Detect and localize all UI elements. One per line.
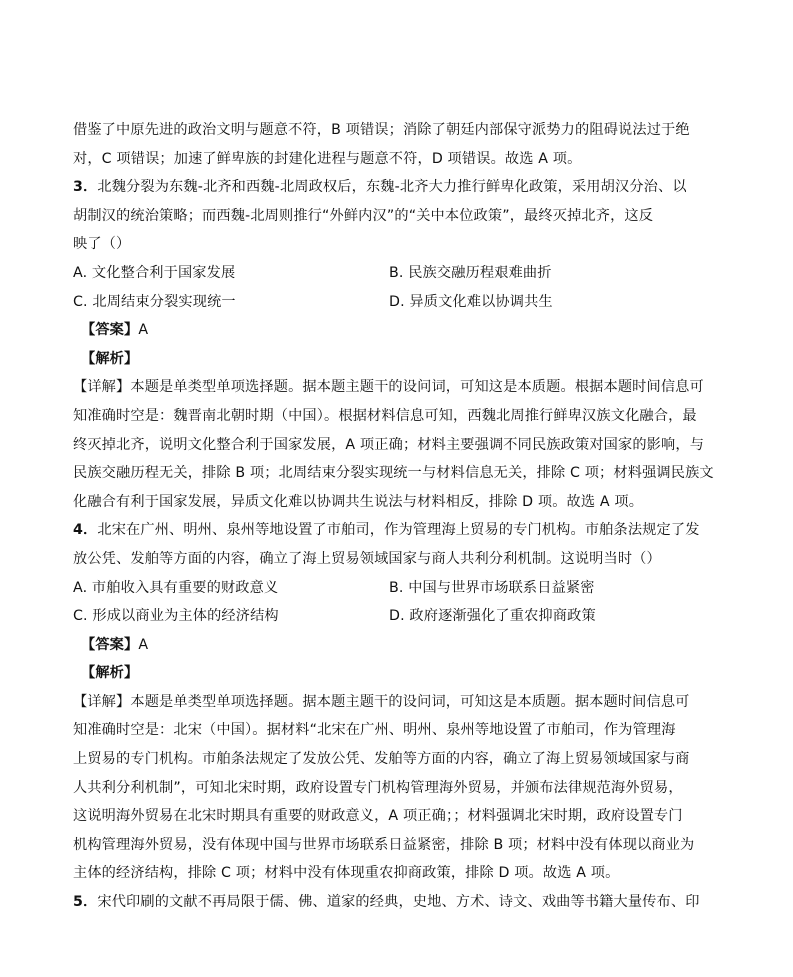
question-text: 北魏分裂为东魏-北齐和西魏-北周政权后，东魏-北齐大力推行鲜卑化政策，采用胡汉分治、以 xyxy=(97,179,687,196)
question-4-options-row xyxy=(73,602,713,631)
question-4-stem: 放公凭、发舶等方面的内容，确立了海上贸易领域国家与商人共利分利机制。这说明当时（） xyxy=(73,550,661,567)
option-d: D. 政府逐渐强化了重农抑商政策 xyxy=(389,608,596,625)
answer-tag: 【答案】 xyxy=(81,322,139,339)
answer-line xyxy=(73,631,713,660)
option-a: A. 文化整合利于国家发展 xyxy=(73,264,236,281)
explanation-line: 上贸易的专门机构。市舶条法规定了发放公凭、发舶等方面的内容，确立了海上贸易领域国家与商 xyxy=(73,751,690,768)
explanation-line: 民族交融历程无关，排除 B 项；北周结束分裂实现统一与材料信息无关，排除 C 项；材料强调民族文 xyxy=(73,465,714,482)
question-text: 北宋在广州、明州、泉州等地设置了市舶司，作为管理海上贸易的专门机构。市舶条法规定了发 xyxy=(97,522,700,539)
question-3-options-row xyxy=(73,288,713,317)
document-page xyxy=(73,116,713,917)
answer-line xyxy=(73,316,713,345)
option-c: C. 形成以商业为主体的经济结构 xyxy=(73,608,279,625)
answer-tag: 【答案】 xyxy=(81,636,139,653)
question-3-stem xyxy=(73,173,713,202)
option-c: C. 北周结束分裂实现统一 xyxy=(73,293,236,310)
explanation-line: 主体的经济结构，排除 C 项；材料中没有体现重农抑商政策，排除 D 项。故选 A 项。 xyxy=(73,865,620,882)
analysis-tag: 【解析】 xyxy=(81,665,139,682)
question-3-stem: 映了（） xyxy=(73,236,131,253)
answer-value: A xyxy=(138,322,149,339)
explanation-line: 【详解】本题是单类型单项选择题。据本题主题干的设问词，可知这是本质题。据本题时间信息可 xyxy=(73,693,690,710)
explanation-line: 知准确时空是：北宋（中国）。据材料“北宋在广州、明州、泉州等地设置了市舶司，作为管理海 xyxy=(73,722,676,739)
answer-value: A xyxy=(138,636,149,653)
question-text: 宋代印刷的文献不再局限于儒、佛、道家的经典，史地、方术、诗文、戏曲等书籍大量传布、印 xyxy=(97,894,700,911)
option-a: A. 市舶收入具有重要的财政意义 xyxy=(73,579,279,596)
explanation-line: 这说明海外贸易在北宋时期具有重要的财政意义，A 项正确；；材料强调北宋时期，政府设置专门 xyxy=(73,808,683,825)
option-b: B. 中国与世界市场联系日益紧密 xyxy=(389,579,595,596)
explanation-line: 人共利分利机制”，可知北宋时期，政府设置专门机构管理海外贸易，并颁布法律规范海外贸易， xyxy=(73,779,683,796)
option-b: B. 民族交融历程艰难曲折 xyxy=(389,264,552,281)
question-3-options-row xyxy=(73,259,713,288)
question-number: 4． xyxy=(73,522,98,539)
question-4-options-row xyxy=(73,574,713,603)
explanation-line: 机构管理海外贸易，没有体现中国与世界市场联系日益紧密，排除 B 项；材料中没有体现以商业为 xyxy=(73,836,695,853)
explanation-line: 知准确时空是：魏晋南北朝时期（中国）。根据材料信息可知，西魏北周推行鲜卑汉族文化融合，最 xyxy=(73,407,697,424)
question-number: 3． xyxy=(73,179,98,196)
analysis-tag: 【解析】 xyxy=(81,350,139,367)
question-number: 5． xyxy=(73,894,98,911)
explanation-line: 终灭掉北齐，说明文化整合利于国家发展，A 项正确；材料主要强调不同民族政策对国家的影响，与 xyxy=(73,436,705,453)
text-line: 对，C 项错误；加速了鲜卑族的封建化进程与题意不符，D 项错误。故选 A 项。 xyxy=(73,150,582,167)
question-5-stem xyxy=(73,888,713,917)
explanation-line: 【详解】本题是单类型单项选择题。据本题主题干的设问词，可知这是本质题。根据本题时间信息可 xyxy=(73,379,704,396)
text-line: 借鉴了中原先进的政治文明与题意不符，B 项错误；消除了朝廷内部保守派势力的阻碍说法过于绝 xyxy=(73,122,690,138)
question-4-stem xyxy=(73,516,713,545)
option-d: D. 异质文化难以协调共生 xyxy=(389,293,553,310)
explanation-line: 化融合有利于国家发展，异质文化难以协调共生说法与材料相反，排除 D 项。故选 A 项。 xyxy=(73,493,644,510)
question-3-stem: 胡制汉的统治策略；而西魏-北周则推行“外鲜内汉”的“关中本位政策”，最终灭掉北齐，这反 xyxy=(73,207,654,224)
